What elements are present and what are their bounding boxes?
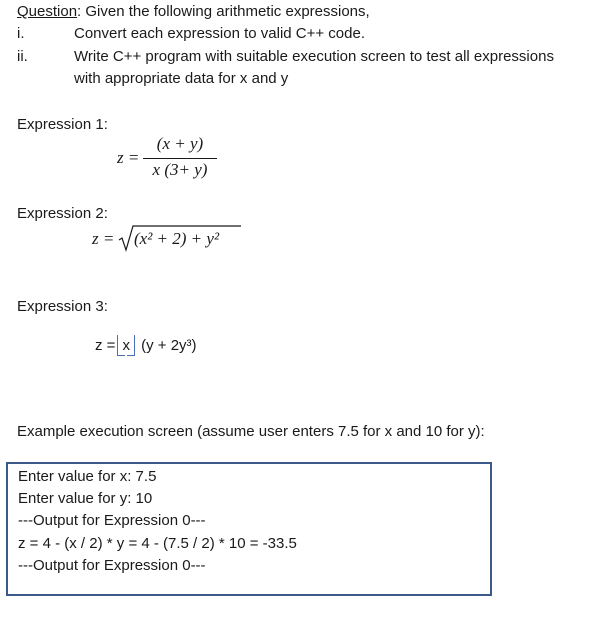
expression-3-formula bbox=[95, 337, 197, 354]
expression-3-lhs: z = bbox=[95, 337, 116, 354]
question-label: Question bbox=[17, 3, 78, 20]
expression-1-numerator: (x + y) bbox=[156, 134, 204, 153]
expression-3-floor-arg: x bbox=[122, 337, 130, 354]
item-marker-i: i. bbox=[17, 25, 25, 42]
screen-line-2: Enter value for y: 10 bbox=[18, 490, 153, 507]
screen-line-5: ---Output for Expression 0--- bbox=[18, 557, 206, 574]
expression-1-denominator: x (3+ y) bbox=[152, 160, 208, 179]
item-text-ii-continued: with appropriate data for x and y bbox=[74, 70, 289, 87]
item-marker-ii: ii. bbox=[17, 48, 28, 65]
execution-screen bbox=[6, 462, 492, 596]
expression-3-rest: (y + 2y³) bbox=[141, 337, 197, 354]
expression-2-radicand: (x² + 2) + y² bbox=[134, 229, 220, 248]
expression-3-heading: Expression 3: bbox=[17, 298, 108, 315]
question-intro: : Given the following arithmetic expressions, bbox=[77, 3, 370, 20]
screen-line-3: ---Output for Expression 0--- bbox=[18, 512, 206, 529]
item-text-i: Convert each expression to valid C++ code. bbox=[74, 25, 365, 42]
expression-1-heading: Expression 1: bbox=[17, 116, 108, 133]
expression-2-heading: Expression 2: bbox=[17, 205, 108, 222]
screen-line-4: z = 4 - (x / 2) * y = 4 - (7.5 / 2) * 10 = -33.5 bbox=[18, 535, 297, 552]
item-text-ii: Write C++ program with suitable execution screen to test all expressions bbox=[74, 48, 554, 65]
screen-line-1: Enter value for x: 7.5 bbox=[18, 468, 157, 485]
fraction-bar bbox=[143, 158, 217, 159]
example-heading: Example execution screen (assume user enters 7.5 for x and 10 for y): bbox=[17, 423, 485, 440]
question-line bbox=[17, 3, 370, 20]
expression-2-lhs: z = bbox=[92, 229, 115, 248]
expression-1-lhs: z = bbox=[117, 148, 140, 167]
floor-bracket bbox=[117, 337, 135, 354]
expression-1-fraction bbox=[143, 134, 217, 184]
